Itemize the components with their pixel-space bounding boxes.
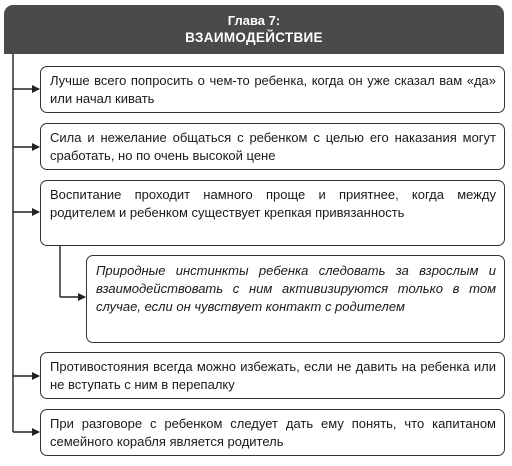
statement-text: Природные инстинкты ребенка следовать за взрослым и взаимодействовать с ним активизируются только в том случае, если он чувствует контакт с родителем — [96, 263, 496, 314]
statement-box-4 — [86, 255, 505, 343]
statement-box-1 — [40, 66, 505, 113]
statement-text: При разговоре с ребенком следует дать ему понять, что капитаном семейного корабля является родитель — [50, 416, 496, 449]
statement-text: Лучше всего попросить о чем-то ребенка, когда он уже сказал вам «да» или начал кивать — [50, 73, 496, 106]
chapter-number: Глава 7: — [227, 13, 281, 28]
statement-box-6 — [40, 409, 505, 456]
statement-box-2 — [40, 123, 505, 170]
statement-box-5 — [40, 352, 505, 399]
statement-text: Воспитание проходит намного проще и приятнее, когда между родителем и ребенком существует крепкая привязанность — [50, 187, 496, 220]
chapter-header — [4, 5, 504, 54]
statement-text: Противостояния всегда можно избежать, если не давить на ребенка или не вступать с ним в перепалку — [50, 359, 496, 392]
statement-box-3 — [40, 180, 505, 246]
statement-text: Сила и нежелание общаться с ребенком с целью его наказания могут сработать, но по очень высокой цене — [50, 130, 496, 163]
chapter-title: ВЗАИМОДЕЙСТВИЕ — [185, 30, 323, 45]
